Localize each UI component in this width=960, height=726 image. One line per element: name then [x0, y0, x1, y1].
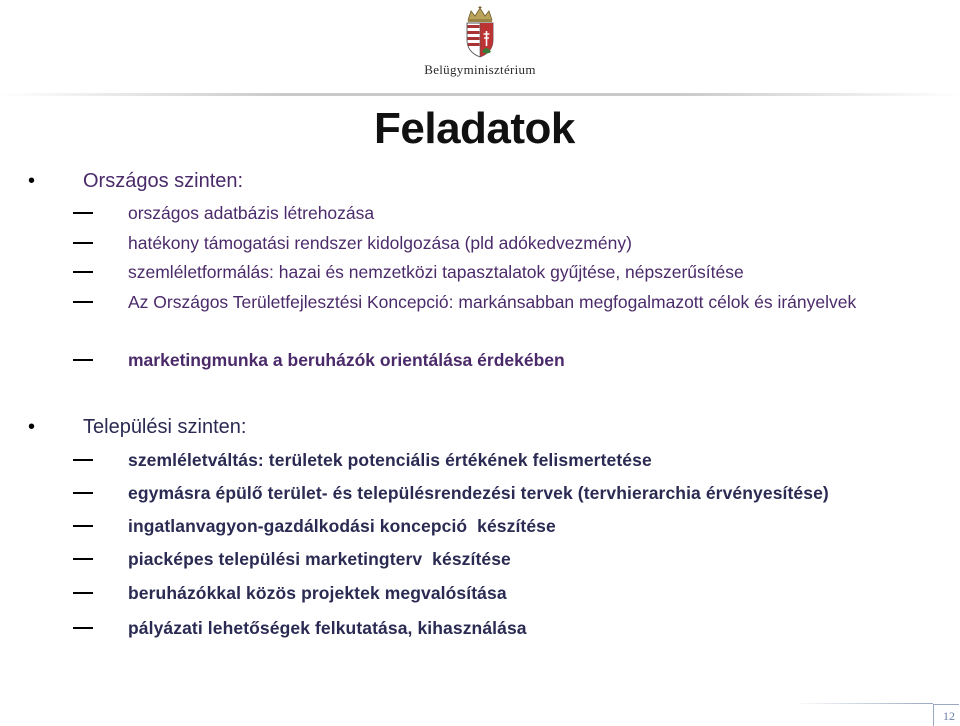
list-item [0, 259, 960, 283]
dash-icon [73, 558, 93, 560]
dash-icon [73, 525, 93, 527]
list-item [0, 230, 960, 254]
list-item [0, 615, 960, 639]
footer-line [0, 703, 933, 704]
dash-icon [73, 492, 93, 494]
dash-icon [73, 627, 93, 629]
list-item [0, 347, 960, 371]
section-heading: Országos szinten: [83, 170, 244, 192]
list-item-text: országos adatbázis létrehozása [128, 203, 375, 223]
list-item-text: beruházókkal közös projektek megvalósítása [128, 583, 507, 603]
coat-of-arms-icon [463, 6, 497, 58]
list-item [0, 513, 960, 537]
page-number-box [933, 704, 959, 726]
bullet-icon: • [28, 416, 36, 438]
header-divider [0, 93, 960, 96]
list-item-text: marketingmunka a beruházók orientálása érdekében [128, 350, 565, 370]
ministry-logo [410, 0, 550, 86]
list-item [0, 546, 960, 570]
dash-icon [73, 212, 93, 214]
dash-icon [73, 271, 93, 273]
bullet-icon: • [28, 170, 36, 192]
section-heading: Települési szinten: [83, 416, 247, 438]
list-item-text: piacképes települési marketingterv készítése [128, 549, 511, 569]
list-item-text: szemléletváltás: területek potenciális értékének felismertetése [128, 450, 652, 470]
dash-icon [73, 301, 93, 303]
list-item-text: szemléletformálás: hazai és nemzetközi tapasztalatok gyűjtése, népszerűsítése [128, 262, 744, 282]
slide-title: Feladatok [374, 104, 575, 153]
list-item-text: Az Országos Területfejlesztési Koncepció: markánsabban megfogalmazott célok és irányelvek [128, 292, 857, 312]
list-item [0, 447, 960, 471]
list-item-text: egymásra épülő terület- és településrendezési tervek (tervhierarchia érvényesítése) [128, 483, 829, 503]
dash-icon [73, 592, 93, 594]
list-item [0, 200, 960, 224]
dash-icon [73, 459, 93, 461]
list-item [0, 289, 960, 313]
ministry-name: Belügyminisztérium [424, 62, 536, 77]
dash-icon [73, 242, 93, 244]
list-item-text: ingatlanvagyon-gazdálkodási koncepció készítése [128, 516, 556, 536]
list-item [0, 580, 960, 604]
dash-icon [73, 359, 93, 361]
list-item-text: pályázati lehetőségek felkutatása, kihasználása [128, 618, 527, 638]
page-number: 12 [943, 709, 955, 723]
list-item-text: hatékony támogatási rendszer kidolgozása (pld adókedvezmény) [128, 233, 632, 253]
list-item [0, 480, 960, 504]
